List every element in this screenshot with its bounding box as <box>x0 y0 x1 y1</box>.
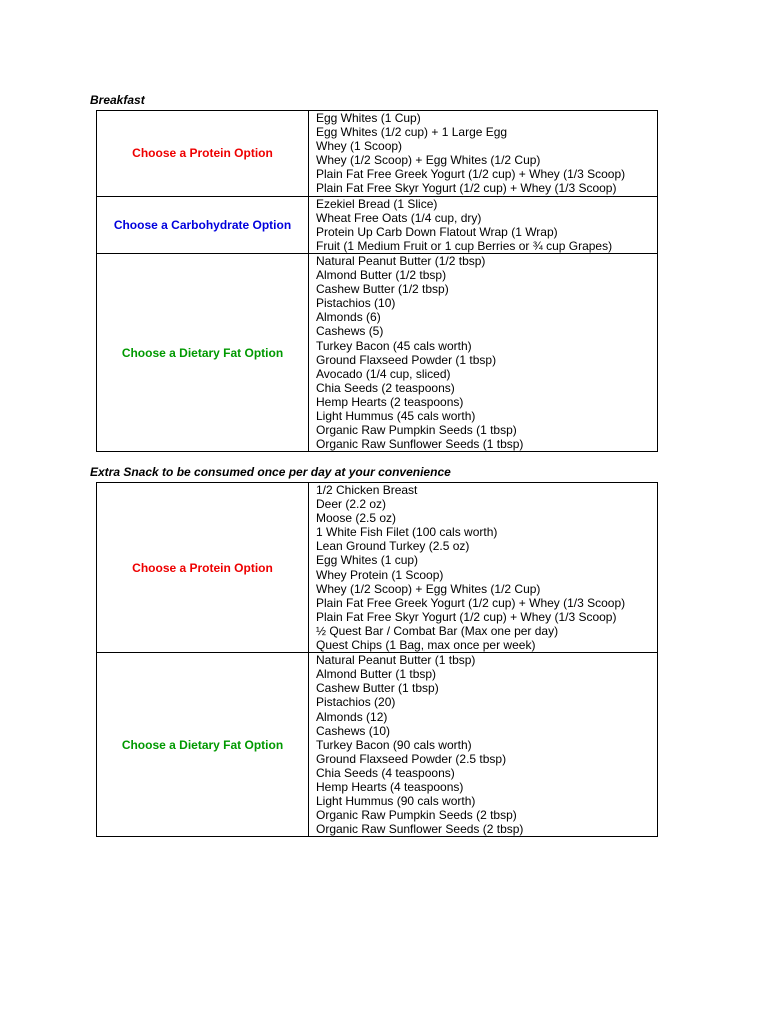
food-option: Hemp Hearts (4 teaspoons) <box>316 779 464 794</box>
food-option: Almond Butter (1 tbsp) <box>316 667 437 682</box>
food-option: Hemp Hearts (2 teaspoons) <box>316 394 464 409</box>
food-option: Plain Fat Free Greek Yogurt (1/2 cup) + Whey (1/3 Scoop) <box>316 167 626 182</box>
food-group-label: Choose a Dietary Fat Option <box>97 653 309 837</box>
snack-section-title: Extra Snack to be consumed once per day at your convenience <box>90 465 451 479</box>
food-group-row <box>97 111 658 197</box>
snack-table <box>96 482 658 837</box>
food-option: Organic Raw Pumpkin Seeds (2 tbsp) <box>316 808 517 823</box>
food-option: Natural Peanut Butter (1/2 tbsp) <box>316 253 486 268</box>
food-option: 1/2 Chicken Breast <box>316 483 418 497</box>
food-option: Organic Raw Pumpkin Seeds (1 tbsp) <box>316 423 517 438</box>
food-option: Natural Peanut Butter (1 tbsp) <box>316 653 476 668</box>
food-group-label: Choose a Protein Option <box>97 483 309 653</box>
breakfast-section-title: Breakfast <box>90 93 145 107</box>
food-option: Egg Whites (1 Cup) <box>316 111 421 125</box>
food-option: Lean Ground Turkey (2.5 oz) <box>316 539 470 554</box>
food-option: Turkey Bacon (90 cals worth) <box>316 737 472 752</box>
food-group-label: Choose a Protein Option <box>97 111 309 197</box>
food-option: Ground Flaxseed Powder (1 tbsp) <box>316 352 497 367</box>
food-option: Plain Fat Free Greek Yogurt (1/2 cup) + Whey (1/3 Scoop) <box>316 595 626 610</box>
food-option: Plain Fat Free Skyr Yogurt (1/2 cup) + Whey (1/3 Scoop) <box>316 609 617 624</box>
food-option: Fruit (1 Medium Fruit or 1 cup Berries or ¾ cup Grapes) <box>316 238 613 253</box>
food-option: Whey (1/2 Scoop) + Egg Whites (1/2 Cup) <box>316 581 541 596</box>
food-option: Deer (2.2 oz) <box>316 497 387 512</box>
food-option: Light Hummus (45 cals worth) <box>316 408 476 423</box>
food-option: ½ Quest Bar / Combat Bar (Max one per day) <box>316 623 559 638</box>
food-option: Cashew Butter (1/2 tbsp) <box>316 282 449 297</box>
food-option: Almond Butter (1/2 tbsp) <box>316 268 447 283</box>
food-option: Protein Up Carb Down Flatout Wrap (1 Wrap) <box>316 224 558 239</box>
food-option: Almonds (12) <box>316 709 388 724</box>
food-option: Turkey Bacon (45 cals worth) <box>316 338 472 353</box>
food-options-cell <box>309 253 658 451</box>
food-option: Moose (2.5 oz) <box>316 511 397 526</box>
food-group-row <box>97 196 658 253</box>
food-option: Quest Chips (1 Bag, max once per week) <box>316 638 536 653</box>
food-option: Chia Seeds (2 teaspoons) <box>316 380 455 395</box>
food-option: Chia Seeds (4 teaspoons) <box>316 765 455 780</box>
food-option: Cashews (10) <box>316 723 391 738</box>
food-option: Whey (1/2 Scoop) + Egg Whites (1/2 Cup) <box>316 153 541 168</box>
food-option: Pistachios (10) <box>316 296 396 311</box>
food-options-cell <box>309 653 658 837</box>
food-group-row <box>97 253 658 451</box>
food-group-row <box>97 483 658 653</box>
food-option: Almonds (6) <box>316 310 381 325</box>
food-option: 1 White Fish Filet (100 cals worth) <box>316 525 498 540</box>
food-option: Avocado (1/4 cup, sliced) <box>316 366 451 381</box>
food-option: Plain Fat Free Skyr Yogurt (1/2 cup) + Whey (1/3 Scoop) <box>316 181 617 196</box>
food-options-cell <box>309 111 658 197</box>
food-group-label: Choose a Carbohydrate Option <box>97 196 309 253</box>
food-option: Whey Protein (1 Scoop) <box>316 567 444 582</box>
breakfast-table <box>96 110 658 452</box>
food-option: Light Hummus (90 cals worth) <box>316 794 476 809</box>
food-option: Organic Raw Sunflower Seeds (1 tbsp) <box>316 437 524 452</box>
food-group-row <box>97 653 658 837</box>
food-group-label: Choose a Dietary Fat Option <box>97 253 309 451</box>
food-options-cell <box>309 196 658 253</box>
food-option: Egg Whites (1/2 cup) + 1 Large Egg <box>316 125 508 140</box>
food-option: Egg Whites (1 cup) <box>316 553 419 568</box>
food-option: Wheat Free Oats (1/4 cup, dry) <box>316 210 482 225</box>
food-option: Cashews (5) <box>316 324 384 339</box>
food-option: Pistachios (20) <box>316 695 396 710</box>
food-option: Organic Raw Sunflower Seeds (2 tbsp) <box>316 822 524 837</box>
food-option: Cashew Butter (1 tbsp) <box>316 681 439 696</box>
food-options-cell <box>309 483 658 653</box>
food-option: Ezekiel Bread (1 Slice) <box>316 196 438 211</box>
food-option: Whey (1 Scoop) <box>316 139 403 154</box>
food-option: Ground Flaxseed Powder (2.5 tbsp) <box>316 751 507 766</box>
